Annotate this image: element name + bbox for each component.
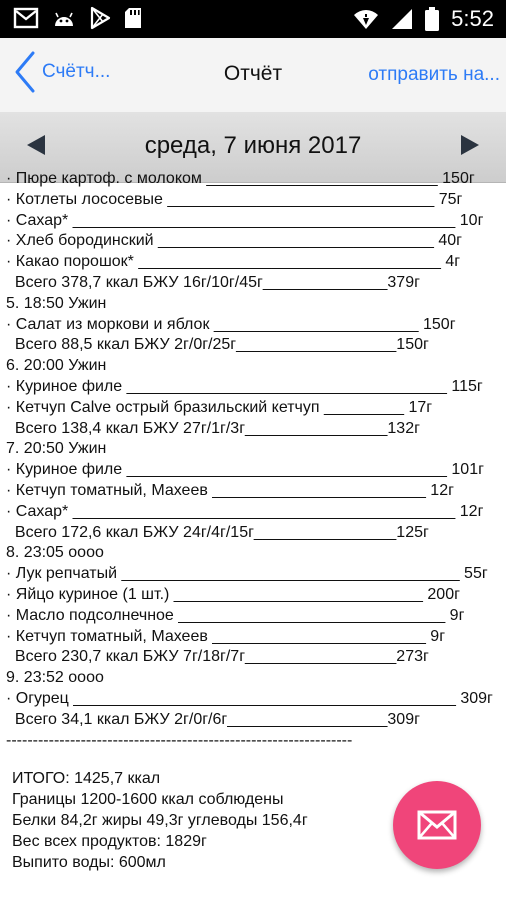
report-line: 7. 20:50 Ужин: [6, 440, 107, 458]
battery-icon: [425, 7, 439, 31]
report-line: Всего 378,7 ккал БЖУ 16г/10г/45г______________379г: [6, 273, 420, 291]
report-text: [6, 169, 501, 751]
report-line: Всего 34,1 ккал БЖУ 2г/0г/6г__________________309г: [6, 710, 420, 728]
report-line: · Сахар* ___________________________________________ 12г: [6, 502, 484, 520]
report-line: 8. 23:05 оооо: [6, 544, 104, 562]
report-line: · Кетчуп томатный, Махеев ________________________ 12г: [6, 481, 454, 499]
page-title: Отчёт: [223, 62, 283, 85]
summary-line: ИТОГО: 1425,7 ккал: [12, 770, 161, 787]
android-icon: [52, 8, 76, 28]
report-line: · Какао порошок* __________________________________ 4г: [6, 253, 461, 271]
report-line: · Кетчуп Calve острый бразильский кетчуп _________ 17г: [6, 398, 433, 416]
summary-line: Границы 1200-1600 ккал соблюдены: [12, 791, 284, 808]
report-line: · Котлеты лососевые ______________________________ 75г: [6, 190, 463, 208]
report-line: · Лук репчатый ______________________________________ 55г: [6, 565, 488, 583]
report-line: 6. 20:00 Ужин: [6, 357, 107, 375]
chevron-left-icon: [14, 50, 36, 94]
send-email-button[interactable]: [393, 781, 481, 869]
report-line: · Масло подсолнечное ______________________________ 9г: [6, 606, 465, 624]
next-day-arrow-icon[interactable]: [460, 134, 480, 156]
current-date: среда, 7 июня 2017: [144, 132, 362, 159]
signal-icon: [391, 8, 413, 30]
report-line: Всего 138,4 ккал БЖУ 27г/1г/3г________________132г: [6, 419, 420, 437]
status-time: 5:52: [451, 6, 494, 31]
report-line: Всего 230,7 ккал БЖУ 7г/18г/7г_________________273г: [6, 648, 429, 666]
report-line: · Сахар* ___________________________________________ 10г: [6, 211, 484, 229]
wifi-icon: [353, 8, 379, 30]
summary-line: Вес всех продуктов: 1829г: [12, 833, 207, 850]
report-line: Всего 172,6 ккал БЖУ 24г/4г/15г________________125г: [6, 523, 429, 541]
gmail-icon: [14, 8, 38, 28]
summary-line: Белки 84,2г жиры 49,3г углеводы 156,4г: [12, 812, 308, 829]
send-button[interactable]: отправить на...: [368, 64, 500, 85]
report-line: · Хлеб бородинский _______________________________ 40г: [6, 232, 462, 250]
report-line: · Огурец ___________________________________________ 309г: [6, 689, 493, 707]
report-line: 5. 18:50 Ужин: [6, 294, 107, 312]
report-line: 9. 23:52 оооо: [6, 669, 104, 687]
mail-icon: [417, 810, 457, 840]
play-store-icon: [90, 7, 110, 29]
summary-line: Выпито воды: 600мл: [12, 854, 166, 871]
back-button[interactable]: [14, 50, 110, 94]
report-line: · Яйцо куриное (1 шт.) ____________________________ 200г: [6, 585, 460, 603]
report-line: · Кетчуп томатный, Махеев ________________________ 9г: [6, 627, 446, 645]
report-line: Всего 88,5 ккал БЖУ 2г/0г/25г__________________150г: [6, 336, 429, 354]
report-line: · Пюре картоф. с молоком __________________________ 150г: [6, 170, 475, 187]
report-line: · Куриное филе ____________________________________ 101г: [6, 461, 484, 479]
back-button-label: Счётч...: [42, 61, 111, 82]
sd-card-icon: [124, 7, 142, 29]
navigation-bar: [0, 38, 506, 112]
status-bar: [0, 0, 506, 38]
report-summary: [12, 768, 392, 873]
report-line: · Куриное филе ____________________________________ 115г: [6, 377, 483, 395]
report-line: · Салат из моркови и яблок _______________________ 150г: [6, 315, 456, 333]
report-line: -----------------------------------------------------------------: [6, 731, 353, 749]
